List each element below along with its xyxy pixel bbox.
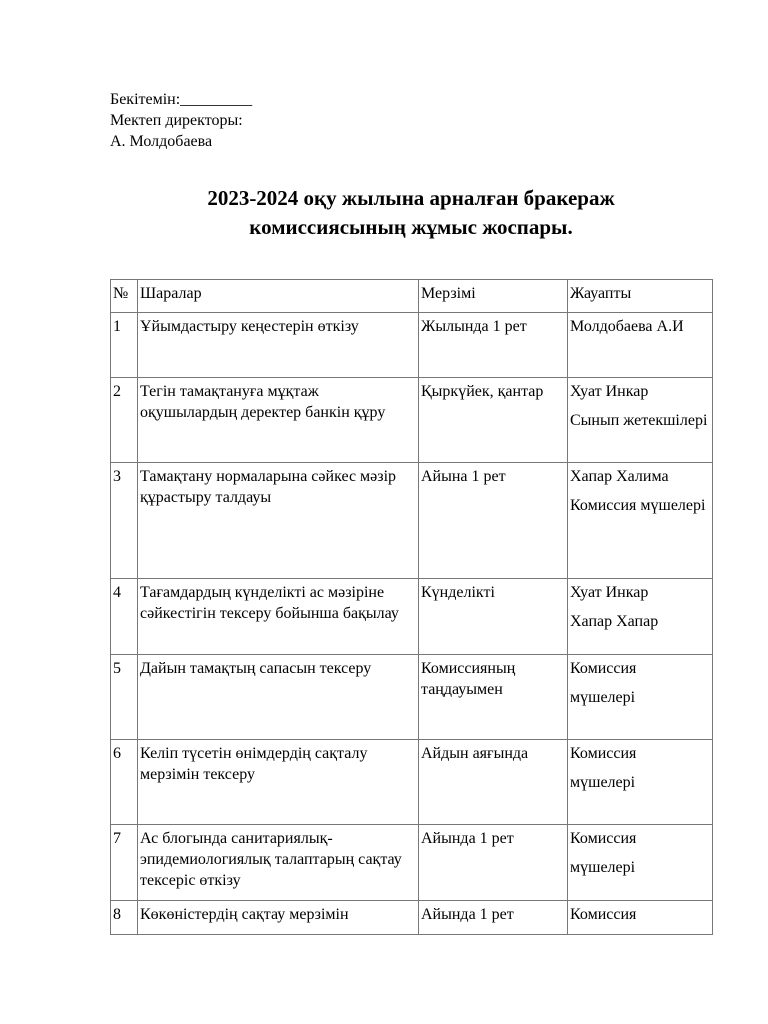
row-term: Қыркүйек, қантар: [419, 378, 568, 463]
row-number: 6: [111, 740, 138, 825]
header-term: Мерзімі: [419, 280, 568, 313]
responsible-line: Комиссия: [570, 830, 637, 847]
responsible-line: Хуат Инкар: [570, 584, 649, 601]
document-title: [110, 184, 712, 242]
row-event: Тамақтану нормаларына сәйкес мәзір құрастыру талдауы: [138, 463, 419, 579]
row-event: Келіп түсетін өнімдердің сақталу мерзімін тексеру: [138, 740, 419, 825]
row-responsible: [568, 901, 713, 935]
row-responsible: [568, 463, 713, 579]
responsible-line: мүшелері: [570, 689, 636, 706]
title-line-2: комиссиясының жұмыс жоспары.: [249, 215, 573, 239]
row-number: 8: [111, 901, 138, 935]
table-row: [111, 378, 713, 463]
row-number: 2: [111, 378, 138, 463]
header-responsible: Жауапты: [568, 280, 713, 313]
row-event: Дайын тамақтың сапасын тексеру: [138, 655, 419, 740]
row-term: Комиссияның таңдауымен: [419, 655, 568, 740]
header-number: №: [111, 280, 138, 313]
table-row: [111, 740, 713, 825]
approval-name: А. Молдобаева: [110, 133, 213, 150]
row-event: Ұйымдастыру кеңестерін өткізу: [138, 313, 419, 378]
row-number: 1: [111, 313, 138, 378]
responsible-line: Хапар Халима: [570, 468, 669, 485]
approval-block: [110, 89, 252, 152]
table-header-row: [111, 280, 713, 313]
table-row: [111, 579, 713, 655]
approval-position: Мектеп директоры:: [110, 112, 243, 129]
plan-table: [110, 279, 713, 935]
row-responsible: [568, 740, 713, 825]
header-event: Шаралар: [138, 280, 419, 313]
table-row: [111, 655, 713, 740]
row-number: 7: [111, 825, 138, 901]
row-number: 5: [111, 655, 138, 740]
row-responsible: [568, 825, 713, 901]
row-term: Жылында 1 рет: [419, 313, 568, 378]
responsible-line: Хуат Инкар: [570, 383, 649, 400]
row-term: Айдын аяғында: [419, 740, 568, 825]
responsible-line: Сынып жетекшілері: [570, 412, 708, 429]
row-responsible: [568, 313, 713, 378]
row-number: 3: [111, 463, 138, 579]
table-row: [111, 825, 713, 901]
row-term: Күнделікті: [419, 579, 568, 655]
row-responsible: [568, 655, 713, 740]
row-event: Тегін тамақтануға мұқтаж оқушылардың деректер банкін құру: [138, 378, 419, 463]
row-term: Айында 1 рет: [419, 825, 568, 901]
responsible-line: Комиссия: [570, 906, 637, 923]
responsible-line: Хапар Хапар: [570, 613, 659, 630]
table-row: [111, 901, 713, 935]
approval-signature-line: Бекітемін:_________: [110, 91, 253, 108]
row-number: 4: [111, 579, 138, 655]
responsible-line: мүшелері: [570, 774, 636, 791]
responsible-line: мүшелері: [570, 859, 636, 876]
responsible-line: Комиссия: [570, 745, 637, 762]
row-responsible: [568, 579, 713, 655]
row-event: Көкөністердің сақтау мерзімін: [138, 901, 419, 935]
title-line-1: 2023-2024 оқу жылына арналған бракераж: [207, 186, 615, 210]
row-responsible: [568, 378, 713, 463]
table-row: [111, 313, 713, 378]
responsible-line: Комиссия: [570, 660, 637, 677]
responsible-line: Комиссия мүшелері: [570, 497, 706, 514]
row-event: Ас блогында санитариялық-эпидемиологиялық талаптарың сақтау тексеріс өткізу: [138, 825, 419, 901]
row-term: Айында 1 рет: [419, 901, 568, 935]
row-event: Тағамдардың күнделікті ас мәзіріне сәйкестігін тексеру бойынша бақылау: [138, 579, 419, 655]
responsible-line: Молдобаева А.И: [570, 318, 684, 335]
table-row: [111, 463, 713, 579]
row-term: Айына 1 рет: [419, 463, 568, 579]
